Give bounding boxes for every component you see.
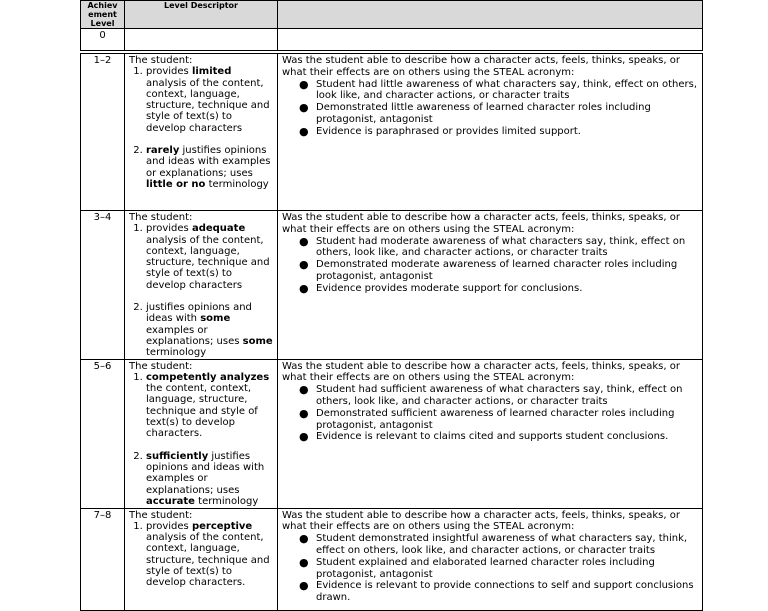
header-achievement-level: Achiev ement Level xyxy=(81,1,125,29)
question-cell xyxy=(278,54,703,211)
bullet-icon: ● xyxy=(299,101,309,115)
list-item: ● Student had moderate awareness of what characters say, think, effect on others, look like, and character actions, or character traits xyxy=(299,234,686,259)
level-cell: 7–8 xyxy=(81,508,125,610)
rubric-table xyxy=(80,0,703,611)
descriptor-cell xyxy=(125,211,278,360)
bullet-icon: ● xyxy=(299,77,309,91)
descriptor-intro: The student: xyxy=(129,360,193,372)
descriptor-item: 1. competently analyzes the content, context, language, structure, technique and style of text(s) to develop characters. xyxy=(146,372,274,440)
descriptor-intro: The student: xyxy=(129,55,193,66)
bullet-icon: ● xyxy=(299,258,309,272)
list-item: ● Student explained and elaborated learned character roles including protagonist, antagonist xyxy=(299,555,655,580)
bullet-icon: ● xyxy=(299,234,309,248)
question-cell xyxy=(278,508,703,610)
bullet-icon: ● xyxy=(299,406,309,420)
list-item: ● Evidence is paraphrased or provides limited support. xyxy=(299,124,581,138)
question-text: Was the student able to describe how a character acts, feels, thinks, speaks, or what their effects are on others using the STEAL acronym: xyxy=(282,55,680,78)
question-cell xyxy=(278,359,703,508)
bullet-icon: ● xyxy=(299,430,309,444)
question-text: Was the student able to describe how a character acts, feels, thinks, speaks, or what their effects are on others using the STEAL acronym: xyxy=(282,212,680,235)
list-item: ● Student demonstrated insightful awareness of what characters say, think, effect on others, look like, and character actions, or character traits xyxy=(299,532,688,556)
bullet-icon: ● xyxy=(299,579,309,593)
descriptor-item: 2. sufficiently justifies opinions and ideas with examples or explanations; uses accurate terminology xyxy=(146,451,274,507)
bullet-icon: ● xyxy=(299,555,309,569)
descriptor-cell xyxy=(125,54,278,211)
descriptor-cell xyxy=(125,508,278,610)
table-row xyxy=(81,211,703,360)
level-zero-question xyxy=(278,29,703,51)
descriptor-item: 2. justifies opinions and ideas with some examples or explanations; uses some terminology xyxy=(146,302,274,358)
table-row xyxy=(81,359,703,508)
level-cell: 5–6 xyxy=(81,359,125,508)
level-zero-row xyxy=(81,29,703,51)
descriptor-item: 1. provides adequate analysis of the content, context, language, structure, technique and style of text(s) to develop characters xyxy=(146,223,274,291)
list-item: ● Evidence provides moderate support for conclusions. xyxy=(299,281,583,295)
list-item: ● Demonstrated little awareness of learned character roles including protagonist, antagonist xyxy=(299,101,651,125)
level-cell: 3–4 xyxy=(81,211,125,360)
descriptor-cell xyxy=(125,359,278,508)
question-text: Was the student able to describe how a character acts, feels, thinks, speaks, or what their effects are on others using the STEAL acronym: xyxy=(282,509,680,533)
header-row xyxy=(81,1,703,29)
header-level-descriptor: Level Descriptor xyxy=(125,1,278,29)
list-item: ● Demonstrated moderate awareness of learned character roles including protagonist, antagonist xyxy=(299,258,678,282)
rubric-page xyxy=(80,0,700,611)
list-item: ● Evidence is relevant to provide connections to self and support conclusions drawn. xyxy=(299,579,694,604)
bullet-icon: ● xyxy=(299,532,309,546)
list-item: ● Student had sufficient awareness of what characters say, think, effect on others, look like, and character actions, or character traits xyxy=(299,383,683,407)
header-blank xyxy=(278,1,703,29)
descriptor-item: 2. rarely justifies opinions and ideas with examples or explanations; uses little or no terminology xyxy=(146,145,274,190)
question-text: Was the student able to describe how a character acts, feels, thinks, speaks, or what their effects are on others using the STEAL acronym: xyxy=(282,360,680,384)
descriptor-item: 1. provides limited analysis of the content, context, language, structure, technique and style of text(s) to develop characters xyxy=(146,66,274,134)
descriptor-intro: The student: xyxy=(129,509,193,521)
bullet-icon: ● xyxy=(299,124,309,138)
question-cell xyxy=(278,211,703,360)
list-item: ● Demonstrated sufficient awareness of learned character roles including protagonist, antagonist xyxy=(299,406,675,431)
list-item: ● Student had little awareness of what characters say, think, effect on others, look like, and character actions, or character traits xyxy=(299,77,698,102)
bullet-icon: ● xyxy=(299,281,309,295)
descriptor-intro: The student: xyxy=(129,212,193,223)
level-zero-cell: 0 xyxy=(81,29,125,51)
list-item: ● Evidence is relevant to claims cited and supports student conclusions. xyxy=(299,430,669,444)
table-row xyxy=(81,54,703,211)
level-zero-descriptor xyxy=(125,29,278,51)
descriptor-item: 1. provides perceptive analysis of the content, context, language, structure, technique and style of text(s) to develop characters. xyxy=(146,521,274,589)
table-row xyxy=(81,508,703,610)
level-cell: 1–2 xyxy=(81,54,125,211)
bullet-icon: ● xyxy=(299,383,309,397)
